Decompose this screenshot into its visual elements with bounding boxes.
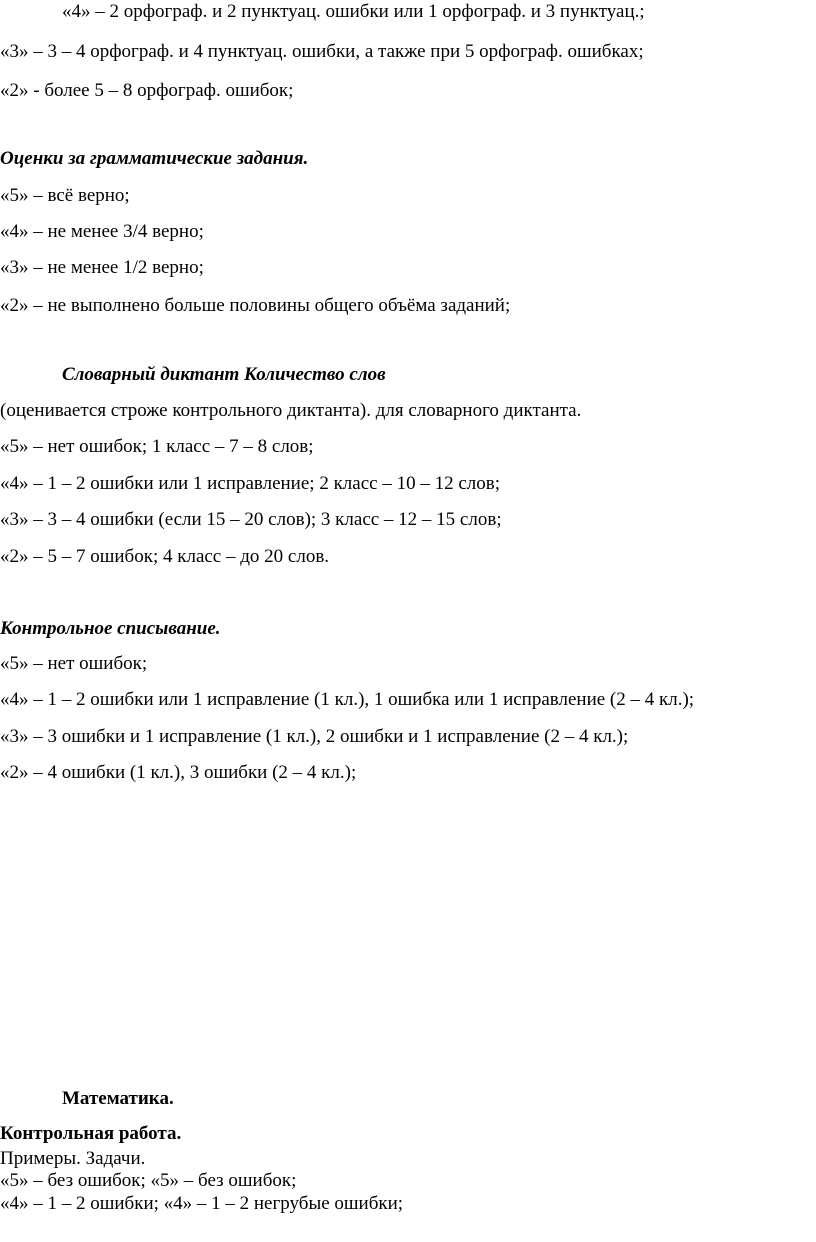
vocab-heading: Словарный диктант Количество слов (62, 364, 386, 385)
vocab-item: (оценивается строже контрольного диктанта). для словарного диктанта. (0, 400, 582, 421)
math-item: Примеры. Задачи. (0, 1148, 146, 1169)
grammar-heading: Оценки за грамматические задания. (0, 148, 309, 169)
math-item: «4» – 1 – 2 ошибки; «4» – 1 – 2 негрубые ошибки; (0, 1193, 404, 1214)
vocab-item: «4» – 1 – 2 ошибки или 1 исправление; 2 класс – 10 – 12 слов; (0, 473, 500, 494)
grade-line-4: «4» – 2 орфограф. и 2 пунктуац. ошибки или 1 орфограф. и 3 пунктуац.; (62, 1, 645, 22)
math-subheading: Контрольная работа. (0, 1123, 182, 1144)
copying-heading: Контрольное списывание. (0, 618, 221, 639)
grade-line-3: «3» – 3 – 4 орфограф. и 4 пунктуац. ошибки, а также при 5 орфограф. ошибках; (0, 41, 644, 62)
vocab-item: «2» – 5 – 7 ошибок; 4 класс – до 20 слов. (0, 546, 330, 567)
grammar-item: «4» – не менее 3/4 верно; (0, 221, 204, 242)
vocab-item: «3» – 3 – 4 ошибки (если 15 – 20 слов); 3 класс – 12 – 15 слов; (0, 509, 502, 530)
math-heading: Математика. (62, 1088, 174, 1109)
copying-item: «5» – нет ошибок; (0, 653, 148, 674)
copying-item: «2» – 4 ошибки (1 кл.), 3 ошибки (2 – 4 кл.); (0, 762, 357, 783)
grammar-item: «2» – не выполнено больше половины общего объёма заданий; (0, 295, 511, 316)
grammar-item: «5» – всё верно; (0, 185, 130, 206)
grammar-item: «3» – не менее 1/2 верно; (0, 257, 204, 278)
math-item: «5» – без ошибок; «5» – без ошибок; (0, 1170, 297, 1191)
grade-line-2: «2» - более 5 – 8 орфограф. ошибок; (0, 80, 294, 101)
vocab-item: «5» – нет ошибок; 1 класс – 7 – 8 слов; (0, 436, 314, 457)
copying-item: «4» – 1 – 2 ошибки или 1 исправление (1 кл.), 1 ошибка или 1 исправление (2 – 4 кл.); (0, 689, 695, 710)
copying-item: «3» – 3 ошибки и 1 исправление (1 кл.), 2 ошибки и 1 исправление (2 – 4 кл.); (0, 726, 629, 747)
